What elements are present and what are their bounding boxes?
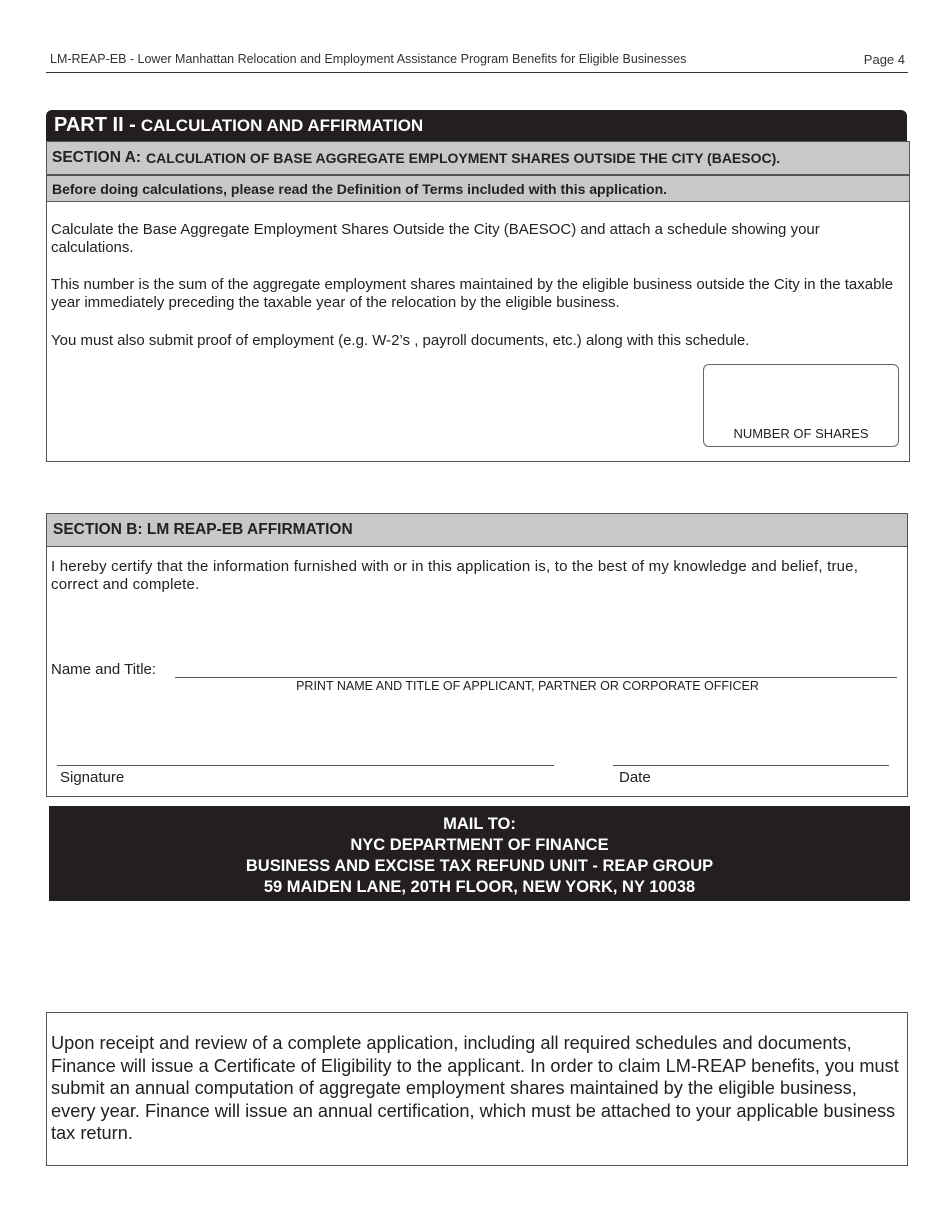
section-a-label: SECTION A: (52, 149, 141, 166)
certification-statement: I hereby certify that the information furnished with or in this application is, to the best of my knowledge and belief, true, correct and complete. (51, 558, 859, 593)
header-divider (46, 72, 908, 73)
mail-department: NYC DEPARTMENT OF FINANCE (350, 836, 609, 854)
section-a-paragraph-2: This number is the sum of the aggregate employment shares maintained by the eligible business outside the City in the taxable year immediately preceding the taxable year of the relocation by the eligible business. (51, 276, 894, 311)
name-and-title-label: Name and Title: (51, 661, 157, 678)
page-number: Page 4 (863, 52, 905, 67)
section-a-paragraph-1: Calculate the Base Aggregate Employment Shares Outside the City (BAESOC) and attach a schedule showing your calculations. (51, 221, 820, 256)
mail-to-label: MAIL TO: (443, 815, 516, 833)
date-field[interactable] (613, 765, 889, 766)
section-b-heading: SECTION B: LM REAP-EB AFFIRMATION (46, 513, 908, 547)
form-title: LM-REAP-EB - Lower Manhattan Relocation and Employment Assistance Program Benefits for Eligible Businesses (50, 52, 687, 66)
part-2-title: CALCULATION AND AFFIRMATION (140, 115, 424, 135)
part-2-label: PART II - (54, 114, 136, 136)
date-label: Date (619, 769, 651, 786)
name-and-title-field[interactable] (175, 677, 897, 678)
section-a-note: Before doing calculations, please read the Definition of Terms included with this application. (46, 175, 910, 202)
part-2-heading (46, 110, 907, 141)
section-a-paragraph-3: You must also submit proof of employment (e.g. W-2’s , payroll documents, etc.) along with this schedule. (51, 332, 750, 349)
signature-field[interactable] (57, 765, 554, 766)
notice-text: Upon receipt and review of a complete application, including all required schedules and documents, Finance will issue a Certificate of Eligibility to the applicant. In order to claim LM-REAP benefits, you must submit an annual computation of aggregate employment shares maintained by the eligible business, every year. Finance will issue an annual certification, which must be attached to your applicable business tax return. (51, 1033, 899, 1143)
section-a-title: CALCULATION OF BASE AGGREGATE EMPLOYMENT SHARES OUTSIDE THE CITY (BAESOC). (145, 150, 781, 166)
section-a-heading (46, 141, 910, 175)
mail-unit: BUSINESS AND EXCISE TAX REFUND UNIT - REAP GROUP (245, 857, 714, 875)
mail-address: 59 MAIDEN LANE, 20TH FLOOR, NEW YORK, NY 10038 (263, 878, 696, 896)
mailing-address-box (49, 806, 910, 901)
signature-label: Signature (60, 769, 125, 786)
name-and-title-caption: PRINT NAME AND TITLE OF APPLICANT, PARTNER OR CORPORATE OFFICER (296, 679, 759, 693)
number-of-shares-label: NUMBER OF SHARES (733, 426, 869, 441)
